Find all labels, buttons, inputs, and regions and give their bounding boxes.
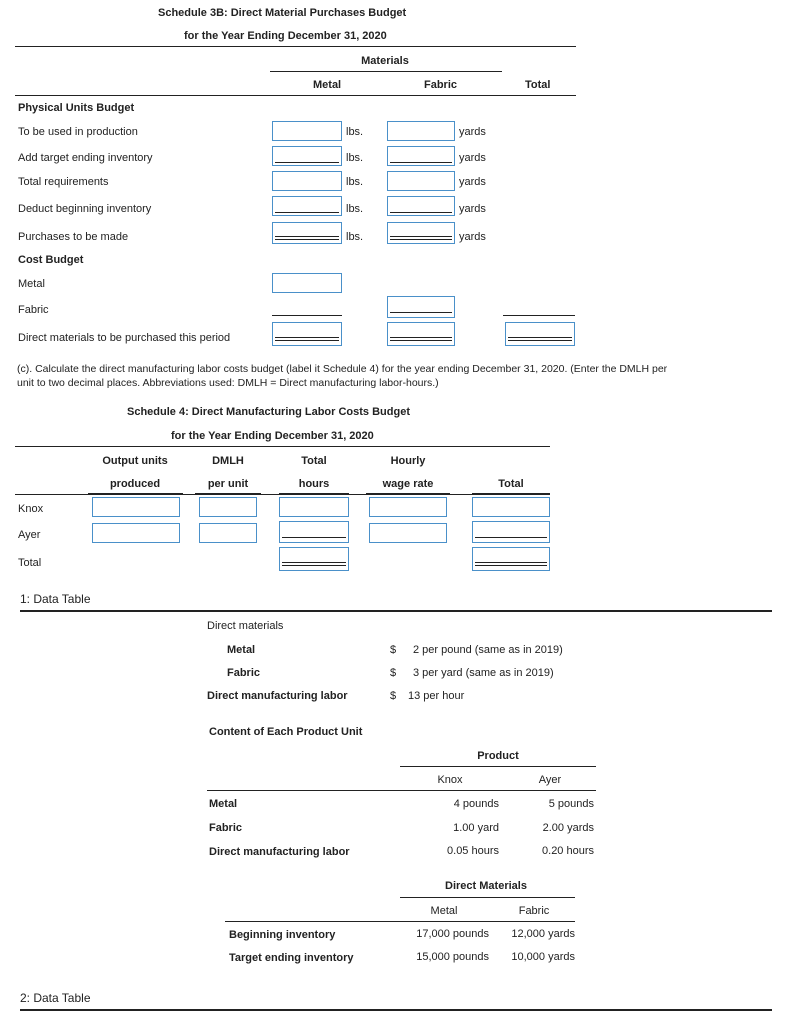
instruction-line-1: (c). Calculate the direct manufacturing labor costs budget (label it Schedule 4) for the year ending December 31, 2020. (Enter the DMLH per (17, 363, 668, 375)
input-ayer-wage[interactable] (369, 523, 447, 543)
cost-label-total: Direct materials to be purchased this period (18, 332, 231, 344)
row-ayer: Ayer (18, 529, 41, 541)
dml-dollar: $ (390, 690, 397, 702)
input-metal-total-req[interactable] (272, 171, 342, 191)
row-label-deduct-beginning: Deduct beginning inventory (18, 203, 152, 215)
input-metal-ending[interactable] (272, 146, 342, 166)
input-metal-beginning[interactable] (272, 196, 342, 216)
content-row-ayer: 0.20 hours (542, 845, 594, 857)
content-row-label: Metal (209, 798, 238, 810)
divider (15, 46, 576, 47)
content-row-label: Direct manufacturing labor (209, 846, 350, 858)
divider (400, 897, 575, 898)
inv-row-metal: 17,000 pounds (416, 928, 489, 940)
header-produced: produced (109, 478, 161, 490)
dm-col-fabric: Fabric (518, 905, 550, 917)
product-header: Product (477, 750, 519, 762)
input-fabric-purchases[interactable] (387, 222, 455, 244)
input-ayer-total[interactable] (472, 521, 550, 543)
header-dmlh: DMLH (212, 455, 244, 467)
col-total: Total (525, 79, 551, 91)
input-fabric-beginning[interactable] (387, 196, 455, 216)
dml-value: 13 per hour (408, 690, 465, 702)
schedule4-subtitle: for the Year Ending December 31, 2020 (171, 430, 374, 442)
inv-row-label: Beginning inventory (229, 929, 336, 941)
row-label-total-requirements: Total requirements (18, 176, 109, 188)
inv-row-fabric: 10,000 yards (511, 951, 575, 963)
header-hourly: Hourly (390, 455, 426, 467)
cost-metal-underline (272, 315, 342, 316)
header-total: Total (498, 478, 524, 490)
input-cost-total-total[interactable] (505, 322, 575, 346)
row-total: Total (18, 557, 42, 569)
dm-fabric-value: 3 per yard (same as in 2019) (413, 667, 554, 679)
cost-label-metal: Metal (18, 278, 45, 290)
ayer-header: Ayer (538, 774, 562, 786)
divider (20, 610, 772, 612)
inv-row-label: Target ending inventory (229, 952, 354, 964)
divider (15, 494, 550, 495)
input-fabric-used[interactable] (387, 121, 455, 141)
input-metal-used[interactable] (272, 121, 342, 141)
unit-fabric-4: yards (459, 203, 486, 215)
section-cost-budget: Cost Budget (18, 254, 84, 266)
unit-fabric-1: yards (459, 126, 486, 138)
input-total-hours[interactable] (279, 547, 349, 571)
data-table-2-title: 2: Data Table (20, 991, 91, 1005)
input-total-total[interactable] (472, 547, 550, 571)
unit-metal-1: lbs. (346, 126, 364, 138)
col-fabric: Fabric (424, 79, 458, 91)
input-knox-dmlh[interactable] (199, 497, 257, 517)
dm-metal-label: Metal (227, 644, 256, 656)
divider (270, 71, 502, 72)
divider (225, 921, 575, 922)
header-per-unit: per unit (207, 478, 249, 490)
input-ayer-dmlh[interactable] (199, 523, 257, 543)
input-cost-total-fabric[interactable] (387, 322, 455, 346)
dm-metal-value: 2 per pound (same as in 2019) (413, 644, 563, 656)
schedule4-title: Schedule 4: Direct Manufacturing Labor Costs Budget (127, 406, 410, 418)
direct-materials-header: Direct Materials (445, 880, 527, 892)
inv-row-fabric: 12,000 yards (511, 928, 575, 940)
schedule3b-subtitle: for the Year Ending December 31, 2020 (184, 30, 387, 42)
input-ayer-hours[interactable] (279, 521, 349, 543)
cost-label-fabric: Fabric (18, 304, 49, 316)
content-title: Content of Each Product Unit (209, 726, 363, 738)
content-row-knox: 0.05 hours (447, 845, 499, 857)
row-knox: Knox (18, 503, 44, 515)
col-metal: Metal (313, 79, 342, 91)
section-physical-units: Physical Units Budget (18, 102, 135, 114)
unit-fabric-3: yards (459, 176, 486, 188)
input-ayer-output[interactable] (92, 523, 180, 543)
content-row-ayer: 2.00 yards (542, 822, 594, 834)
unit-metal-4: lbs. (346, 203, 364, 215)
input-knox-output[interactable] (92, 497, 180, 517)
divider (15, 446, 550, 447)
dm-metal-dollar: $ (390, 644, 397, 656)
unit-metal-3: lbs. (346, 176, 364, 188)
divider (207, 790, 596, 791)
content-row-label: Fabric (209, 822, 243, 834)
row-label-used-in-production: To be used in production (18, 126, 138, 138)
divider (400, 766, 596, 767)
input-cost-metal[interactable] (272, 273, 342, 293)
content-row-knox: 4 pounds (453, 798, 499, 810)
header-total-hours-1: Total (301, 455, 327, 467)
row-label-add-target-ending: Add target ending inventory (18, 152, 153, 164)
dm-col-metal: Metal (430, 905, 458, 917)
instruction-line-2: unit to two decimal places. Abbreviations used: DMLH = Direct manufacturing labor-hours.) (17, 377, 439, 389)
schedule3b-title: Schedule 3B: Direct Material Purchases Budget (158, 7, 407, 19)
header-total-hours-2: hours (298, 478, 330, 490)
input-knox-total[interactable] (472, 497, 550, 517)
header-wage-rate: wage rate (382, 478, 434, 490)
unit-fabric-5: yards (459, 231, 486, 243)
knox-header: Knox (437, 774, 463, 786)
unit-metal-2: lbs. (346, 152, 364, 164)
header-output-units: Output units (102, 455, 168, 467)
input-fabric-total-req[interactable] (387, 171, 455, 191)
divider (20, 1009, 772, 1011)
content-row-knox: 1.00 yard (453, 822, 499, 834)
divider (15, 95, 576, 96)
input-cost-total-metal[interactable] (272, 322, 342, 346)
unit-metal-5: lbs. (346, 231, 364, 243)
inv-row-metal: 15,000 pounds (416, 951, 489, 963)
input-metal-purchases[interactable] (272, 222, 342, 244)
input-knox-wage[interactable] (369, 497, 447, 517)
dm-fabric-dollar: $ (390, 667, 397, 679)
input-fabric-ending[interactable] (387, 146, 455, 166)
dm-fabric-label: Fabric (227, 667, 261, 679)
content-row-ayer: 5 pounds (548, 798, 594, 810)
dm-label: Direct materials (207, 620, 284, 632)
input-knox-hours[interactable] (279, 497, 349, 517)
data-table-1-title: 1: Data Table (20, 592, 91, 606)
input-cost-fabric[interactable] (387, 296, 455, 318)
materials-header: Materials (361, 55, 409, 67)
row-label-purchases: Purchases to be made (18, 231, 129, 243)
unit-fabric-2: yards (459, 152, 486, 164)
dml-label: Direct manufacturing labor (207, 690, 348, 702)
cost-total-underline (503, 315, 575, 316)
